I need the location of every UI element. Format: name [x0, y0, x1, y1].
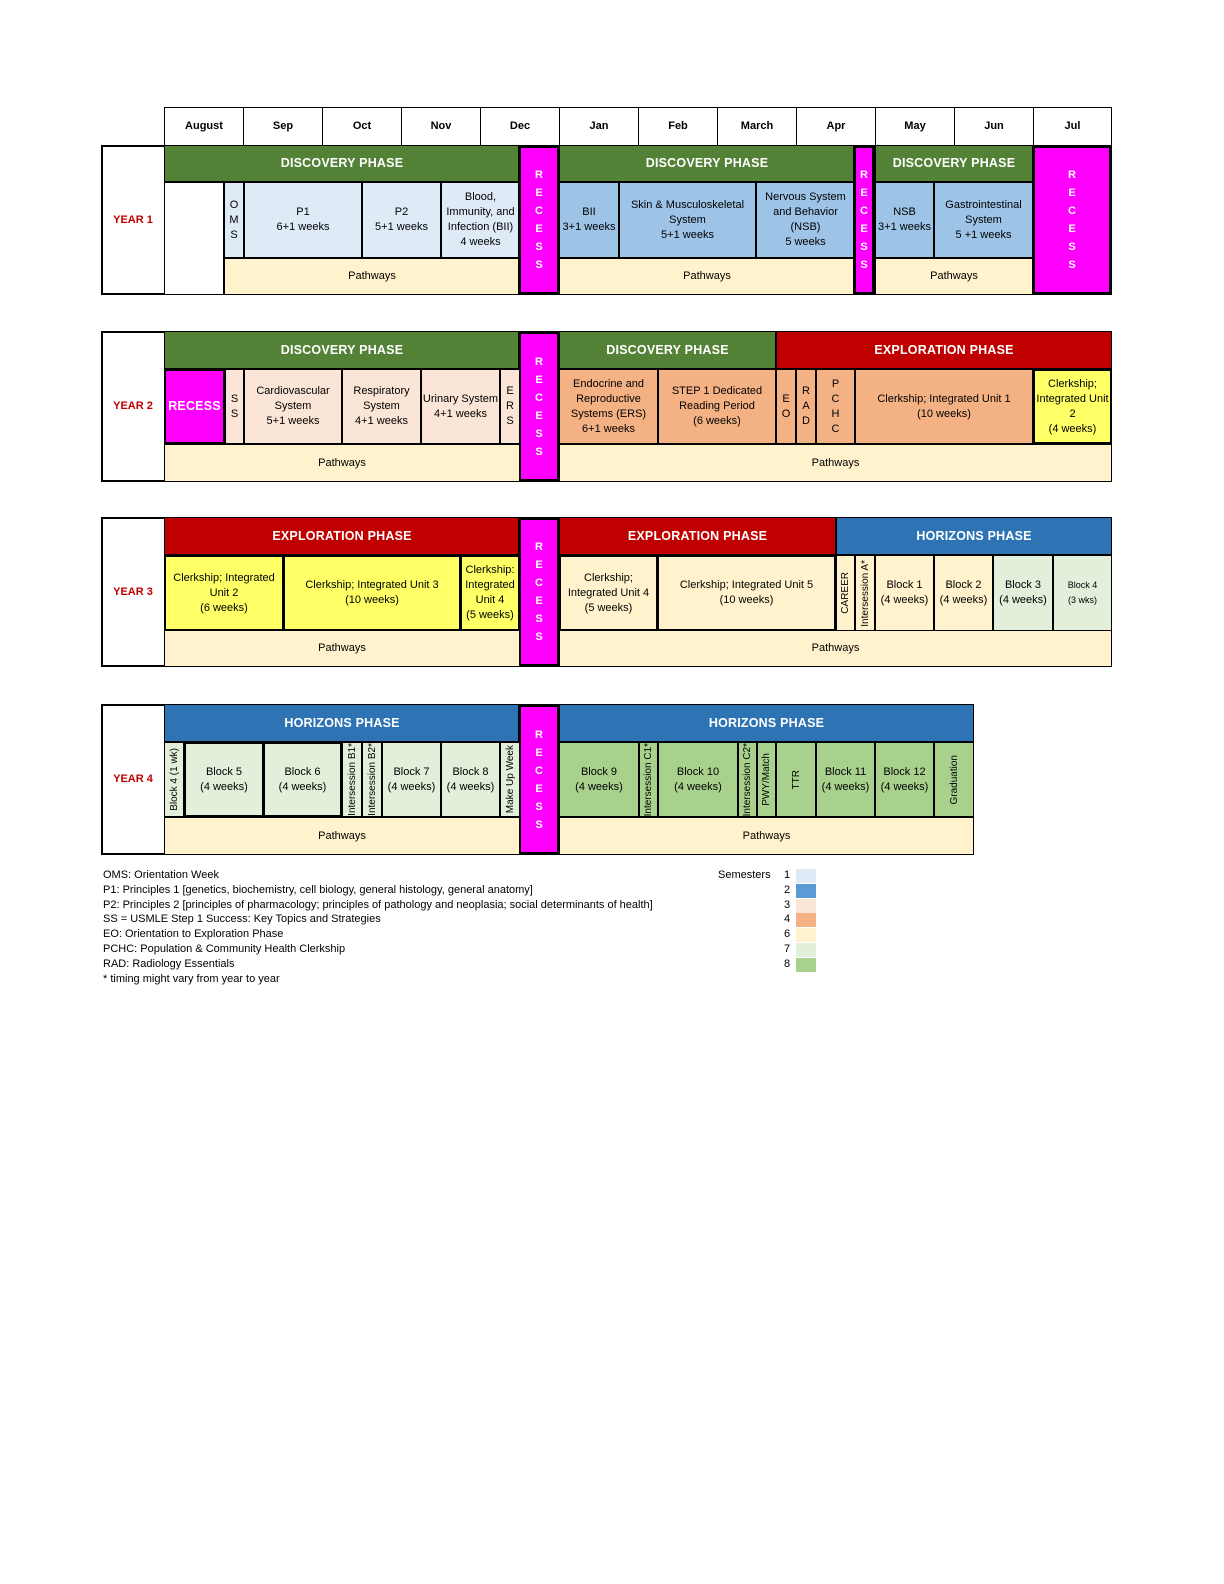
- unit2-cell: [1033, 369, 1112, 444]
- semester-swatch: [796, 884, 816, 898]
- nervous-cell: [756, 182, 855, 258]
- endocrine-cell: [559, 369, 658, 444]
- recess-letter: S: [535, 800, 543, 813]
- discovery-phase-bar: DISCOVERY PHASE: [875, 145, 1033, 182]
- block2-cell-line: Block 2: [945, 579, 982, 591]
- semester-number: 7: [784, 943, 791, 955]
- cardio-cell-line: Cardiovascular: [256, 385, 330, 397]
- step1-cell: [658, 369, 776, 444]
- urinary-cell-line: Urinary System: [422, 392, 499, 405]
- unit2-cell-line: Clerkship;: [1048, 377, 1097, 390]
- nervous-cell-line: and Behavior (NSB): [773, 206, 838, 233]
- blank-cell: [164, 182, 224, 295]
- semesters-title: Semesters: [718, 869, 771, 881]
- recess-letter: E: [535, 409, 543, 422]
- horizons-phase-bar: HORIZONS PHASE: [559, 704, 974, 742]
- ss-cell-line: S: [230, 392, 239, 405]
- block3-cell-line: (4 weeks): [999, 594, 1047, 606]
- recess-column: [853, 145, 875, 295]
- unit5-cell-line: (10 weeks): [719, 594, 774, 606]
- month-header: March: [717, 107, 797, 146]
- recess-letter: S: [1068, 259, 1076, 271]
- recess-column: [1032, 145, 1112, 295]
- unit4-cell-line: Integrated: [465, 579, 515, 591]
- recess-letter: S: [535, 445, 543, 458]
- pchc-cell-line: P: [831, 377, 840, 390]
- block8-cell: [441, 742, 500, 817]
- semester-swatch: [796, 943, 816, 957]
- block11-cell-line: Block 11: [824, 765, 867, 778]
- skin-cell-line: Skin & Musculoskeletal: [630, 198, 745, 211]
- legend-item: P1: Principles 1 [genetics, biochemistry, cell biology, general histology, general anatomy]: [103, 883, 533, 896]
- recess-letter: E: [1068, 223, 1076, 235]
- block7-cell: [382, 742, 441, 817]
- cardio-cell: [244, 369, 342, 444]
- block1-cell-line: (4 weeks): [880, 594, 929, 606]
- month-header: August: [164, 107, 244, 146]
- unit5-cell: [657, 555, 836, 631]
- discovery-phase-bar: DISCOVERY PHASE: [164, 331, 520, 369]
- recess-letter: E: [860, 187, 868, 199]
- unit2-cell-line: Clerkship; Integrated: [173, 571, 275, 584]
- unit4-cell-line: Clerkship;: [584, 571, 633, 584]
- pathways-bar: Pathways: [164, 444, 520, 482]
- month-header: Apr: [796, 107, 876, 146]
- bii-cell: [559, 182, 619, 258]
- block4-cell-line: (3 wks): [1068, 595, 1097, 605]
- gi-cell-line: Gastrointestinal: [945, 198, 1022, 211]
- gi-cell-line: System: [965, 213, 1002, 226]
- recess-letter: R: [535, 541, 543, 553]
- ers-cell-line: S: [506, 415, 514, 427]
- pchc-cell-line: C: [831, 422, 840, 435]
- block4-cell-label: Block 4 (1 wk): [168, 748, 180, 811]
- discovery-phase-bar: DISCOVERY PHASE: [559, 331, 776, 369]
- pathways-bar: Pathways: [559, 258, 855, 295]
- eo-cell-line: O: [781, 407, 791, 420]
- horizons-phase-bar: HORIZONS PHASE: [164, 704, 520, 742]
- pathways-bar: Pathways: [559, 444, 1112, 482]
- unit2-cell-line: Unit 2: [209, 586, 239, 599]
- respiratory-cell-line: System: [363, 400, 400, 412]
- semester-swatch: [796, 913, 816, 927]
- block9-cell: [559, 742, 639, 817]
- unit3-cell-line: (10 weeks): [345, 594, 399, 606]
- unit4-cell: [559, 555, 658, 631]
- recess-letter: E: [535, 782, 543, 795]
- recess-column: [518, 145, 560, 295]
- intersession-a-cell: [855, 555, 875, 631]
- month-header: Dec: [480, 107, 560, 146]
- unit4-cell-line: (5 weeks): [466, 609, 514, 621]
- p1-cell: [244, 182, 362, 258]
- recess-letter: R: [535, 355, 543, 368]
- ss-cell-line: S: [230, 407, 239, 420]
- block12-cell-line: Block 12: [883, 765, 926, 778]
- exploration-phase-bar: EXPLORATION PHASE: [776, 331, 1112, 369]
- bii-cell-line: 3+1 weeks: [562, 221, 616, 233]
- bii-cell-line: Infection (BII): [447, 221, 514, 233]
- recess-letter: E: [860, 223, 868, 235]
- p2-cell-line: 5+1 weeks: [375, 221, 428, 233]
- block10-cell-line: Block 10: [676, 765, 720, 778]
- ttr-cell-label: TTR: [790, 769, 802, 790]
- block2-cell-line: (4 weeks): [939, 594, 988, 606]
- respiratory-cell: [342, 369, 421, 444]
- pathways-bar: Pathways: [875, 258, 1033, 295]
- bii-cell-line: Blood,: [464, 191, 497, 203]
- nervous-cell-line: 5 weeks: [785, 236, 826, 248]
- block8-cell-line: (4 weeks): [446, 780, 495, 793]
- rad-cell: [796, 369, 816, 444]
- unit4-cell: [460, 555, 520, 631]
- recess-letter: E: [535, 223, 543, 235]
- legend-item: EO: Orientation to Exploration Phase: [103, 928, 284, 941]
- bii-cell-line: BII: [582, 206, 596, 218]
- block12-cell: [875, 742, 934, 817]
- eo-cell-line: E: [782, 392, 790, 405]
- block11-cell: [816, 742, 875, 817]
- intersession-c2-cell: [738, 742, 757, 817]
- intersession-b1-cell: [342, 742, 362, 817]
- block2-cell: [934, 555, 993, 631]
- recess-letter: E: [1068, 187, 1076, 199]
- month-header: Feb: [638, 107, 718, 146]
- recess-letter: E: [535, 373, 543, 386]
- legend-item: * timing might vary from year to year: [103, 972, 280, 985]
- ss-cell: [225, 369, 244, 444]
- makeup-week-cell: [500, 742, 520, 817]
- block7-cell-line: Block 7: [393, 765, 430, 778]
- semester-number: 6: [784, 928, 791, 941]
- p1-cell-line: 6+1 weeks: [276, 221, 330, 233]
- unit2-cell-line: 2: [1069, 407, 1076, 420]
- bii-cell-line: Immunity, and: [446, 206, 515, 218]
- recess-letter: C: [535, 205, 543, 217]
- recess-letter: E: [535, 595, 543, 607]
- pwy-match-cell: [757, 742, 776, 817]
- semester-number: 4: [784, 913, 791, 926]
- block10-cell: [658, 742, 738, 817]
- pathways-bar: Pathways: [559, 630, 1112, 667]
- unit4-cell-line: Clerkship:: [465, 564, 515, 576]
- urinary-cell-line: 4+1 weeks: [434, 407, 487, 420]
- oms-cell-line: S: [230, 228, 238, 241]
- unit1-cell: [855, 369, 1033, 444]
- semester-number: 2: [784, 883, 791, 896]
- career-cell: [836, 555, 855, 631]
- block1-cell-line: Block 1: [886, 579, 923, 591]
- recess-letter: S: [860, 241, 868, 253]
- block5-cell-line: Block 5: [205, 765, 243, 778]
- recess-letter: C: [1068, 205, 1076, 217]
- pathways-bar: Pathways: [559, 817, 974, 855]
- recess-letter: S: [860, 259, 868, 271]
- p2-cell: [362, 182, 441, 258]
- unit3-cell: [283, 555, 461, 631]
- respiratory-cell-line: 4+1 weeks: [355, 415, 408, 427]
- month-header: May: [875, 107, 955, 146]
- intersession-c1-cell-label: Intersession C1*: [643, 742, 654, 817]
- unit1-cell-line: (10 weeks): [917, 407, 971, 420]
- year1-label: YEAR 1: [113, 213, 153, 226]
- gi-cell: [934, 182, 1033, 258]
- rad-cell-line: A: [802, 400, 810, 412]
- legend-item: RAD: Radiology Essentials: [103, 957, 235, 970]
- semester-swatch: [796, 899, 816, 913]
- skin-cell-line: 5+1 weeks: [661, 228, 714, 241]
- block7-cell-line: (4 weeks): [387, 780, 436, 793]
- pathways-bar: Pathways: [164, 817, 520, 855]
- bii-cell-line: 4 weeks: [460, 236, 501, 248]
- unit2-cell-line: (4 weeks): [1048, 422, 1097, 435]
- recess-letter: R: [535, 728, 543, 741]
- makeup-week-cell-label: Make Up Week: [504, 745, 516, 814]
- unit4-cell-line: Unit 4: [475, 594, 505, 606]
- nsb-cell-line: 3+1 weeks: [878, 221, 931, 233]
- cardio-cell-line: System: [274, 400, 312, 412]
- recess-letter: C: [535, 764, 543, 777]
- block10-cell-line: (4 weeks): [674, 780, 722, 793]
- block3-cell-line: Block 3: [1004, 579, 1042, 591]
- recess-column: [518, 704, 560, 855]
- month-header: Sep: [243, 107, 323, 146]
- step1-cell-line: (6 weeks): [693, 415, 741, 427]
- recess-letter: S: [535, 613, 543, 625]
- nsb-cell-line: NSB: [893, 206, 916, 218]
- block4-cell-line: Block 4: [1067, 580, 1098, 590]
- bii-cell: [441, 182, 520, 258]
- intersession-b1-cell-label: Intersession B1*: [346, 743, 358, 816]
- month-header: Nov: [401, 107, 481, 146]
- intersession-c1-cell: [639, 742, 658, 817]
- intersession-c2-cell-label: Intersession C2*: [742, 742, 753, 817]
- recess-letter: S: [535, 259, 543, 271]
- p1-cell-line: P1: [296, 206, 310, 218]
- unit3-cell-line: Clerkship; Integrated Unit 3: [305, 579, 439, 591]
- rad-cell-line: R: [802, 385, 810, 397]
- discovery-phase-bar: DISCOVERY PHASE: [559, 145, 855, 182]
- semester-number: 3: [784, 898, 791, 911]
- recess-letter: C: [535, 577, 543, 589]
- recess-column: [518, 331, 560, 482]
- pchc-cell-line: C: [831, 392, 840, 405]
- block4-cell: [164, 742, 184, 817]
- block6-cell: [263, 742, 342, 817]
- endocrine-cell-line: Endocrine and: [573, 377, 644, 390]
- month-header: Oct: [322, 107, 402, 146]
- ers-cell-line: E: [506, 385, 514, 397]
- month-header: Jul: [1033, 107, 1112, 146]
- semester-number: 8: [784, 957, 791, 970]
- intersession-a-cell-label: Intersession A*: [859, 559, 871, 627]
- pchc-cell: [816, 369, 855, 444]
- recess-letter: S: [535, 427, 543, 440]
- gi-cell-line: 5 +1 weeks: [955, 228, 1012, 241]
- step1-cell-line: Reading Period: [679, 400, 755, 412]
- year2-label: YEAR 2: [113, 400, 153, 412]
- horizons-phase-bar: HORIZONS PHASE: [836, 517, 1112, 555]
- ers-cell-line: R: [506, 400, 514, 412]
- p2-cell-line: P2: [394, 206, 409, 218]
- unit2-cell-line: (6 weeks): [200, 601, 248, 614]
- cardio-cell-line: 5+1 weeks: [266, 415, 320, 427]
- block6-cell-line: Block 6: [284, 765, 321, 778]
- semester-swatch: [796, 928, 816, 942]
- block5-cell: [184, 742, 264, 817]
- block1-cell: [875, 555, 934, 631]
- rad-cell-line: D: [802, 415, 810, 427]
- intersession-b2-cell: [362, 742, 382, 817]
- recess-letter: R: [535, 169, 543, 181]
- recess-letter: R: [1068, 169, 1076, 181]
- block5-cell-line: (4 weeks): [200, 780, 248, 793]
- endocrine-cell-line: Reproductive: [576, 392, 641, 405]
- recess-letter: S: [535, 818, 543, 831]
- unit4-cell-line: Integrated Unit 4: [567, 586, 650, 599]
- skin-cell: [619, 182, 756, 258]
- unit5-cell-line: Clerkship; Integrated Unit 5: [679, 579, 814, 591]
- pwy-match-cell-label: PWY/Match: [761, 753, 772, 806]
- urinary-cell: [421, 369, 500, 444]
- recess-letter: S: [1068, 241, 1076, 253]
- month-header: Jun: [954, 107, 1034, 146]
- legend-item: SS = USMLE Step 1 Success: Key Topics and Strategies: [103, 913, 381, 926]
- respiratory-cell-line: Respiratory: [353, 385, 410, 397]
- legend-item: P2: Principles 2 [principles of pharmacology; principles of pathology and neoplasia; social determinants of health]: [103, 898, 653, 911]
- unit2-cell: [164, 555, 284, 631]
- unit4-cell-line: (5 weeks): [584, 601, 633, 614]
- recess-column: [518, 517, 560, 667]
- oms-cell-line: M: [229, 213, 239, 226]
- recess-letter: S: [535, 631, 543, 643]
- graduation-cell: [934, 742, 974, 817]
- recess-letter: E: [535, 187, 543, 199]
- oms-cell-line: O: [229, 198, 239, 211]
- recess-cell: RECESS: [164, 369, 225, 444]
- nsb-cell: [875, 182, 934, 258]
- pathways-bar: Pathways: [164, 630, 520, 667]
- recess-letter: C: [860, 205, 868, 217]
- endocrine-cell-line: Systems (ERS): [570, 407, 647, 420]
- recess-letter: C: [535, 391, 543, 404]
- month-header: Jan: [559, 107, 639, 146]
- intersession-b2-cell-label: Intersession B2*: [366, 743, 378, 816]
- recess-letter: E: [535, 746, 543, 759]
- graduation-cell-label: Graduation: [948, 754, 960, 805]
- semester-swatch: [796, 958, 816, 972]
- skin-cell-line: System: [669, 213, 706, 226]
- career-cell-label: CAREER: [840, 572, 851, 614]
- unit2-cell-line: Integrated Unit: [1036, 392, 1109, 405]
- pchc-cell-line: H: [831, 407, 840, 420]
- ers-cell: [500, 369, 520, 444]
- step1-cell-line: STEP 1 Dedicated: [671, 385, 763, 397]
- pathways-bar: Pathways: [224, 258, 520, 295]
- discovery-phase-bar: DISCOVERY PHASE: [164, 145, 520, 182]
- block3-cell: [993, 555, 1053, 631]
- year4-label: YEAR 4: [113, 773, 153, 785]
- recess-letter: R: [860, 169, 868, 181]
- eo-cell: [776, 369, 796, 444]
- block6-cell-line: (4 weeks): [278, 780, 327, 793]
- legend-item: PCHC: Population & Community Health Clerkship: [103, 943, 346, 955]
- ttr-cell: [776, 742, 816, 817]
- endocrine-cell-line: 6+1 weeks: [582, 422, 635, 435]
- legend-item: OMS: Orientation Week: [103, 869, 219, 881]
- block11-cell-line: (4 weeks): [821, 780, 870, 793]
- oms-cell: [224, 182, 244, 258]
- nervous-cell-line: Nervous System: [765, 191, 846, 203]
- semester-number: 1: [784, 869, 791, 881]
- exploration-phase-bar: EXPLORATION PHASE: [164, 517, 520, 555]
- recess-letter: E: [535, 559, 543, 571]
- year3-label: YEAR 3: [113, 585, 153, 598]
- block12-cell-line: (4 weeks): [880, 780, 929, 793]
- block8-cell-line: Block 8: [452, 765, 489, 778]
- semester-swatch: [796, 869, 816, 883]
- block4-cell: [1053, 555, 1112, 631]
- block9-cell-line: (4 weeks): [575, 780, 623, 793]
- unit1-cell-line: Clerkship; Integrated Unit 1: [877, 392, 1011, 405]
- recess-letter: S: [535, 241, 543, 253]
- block9-cell-line: Block 9: [580, 765, 618, 778]
- exploration-phase-bar: EXPLORATION PHASE: [559, 517, 836, 555]
